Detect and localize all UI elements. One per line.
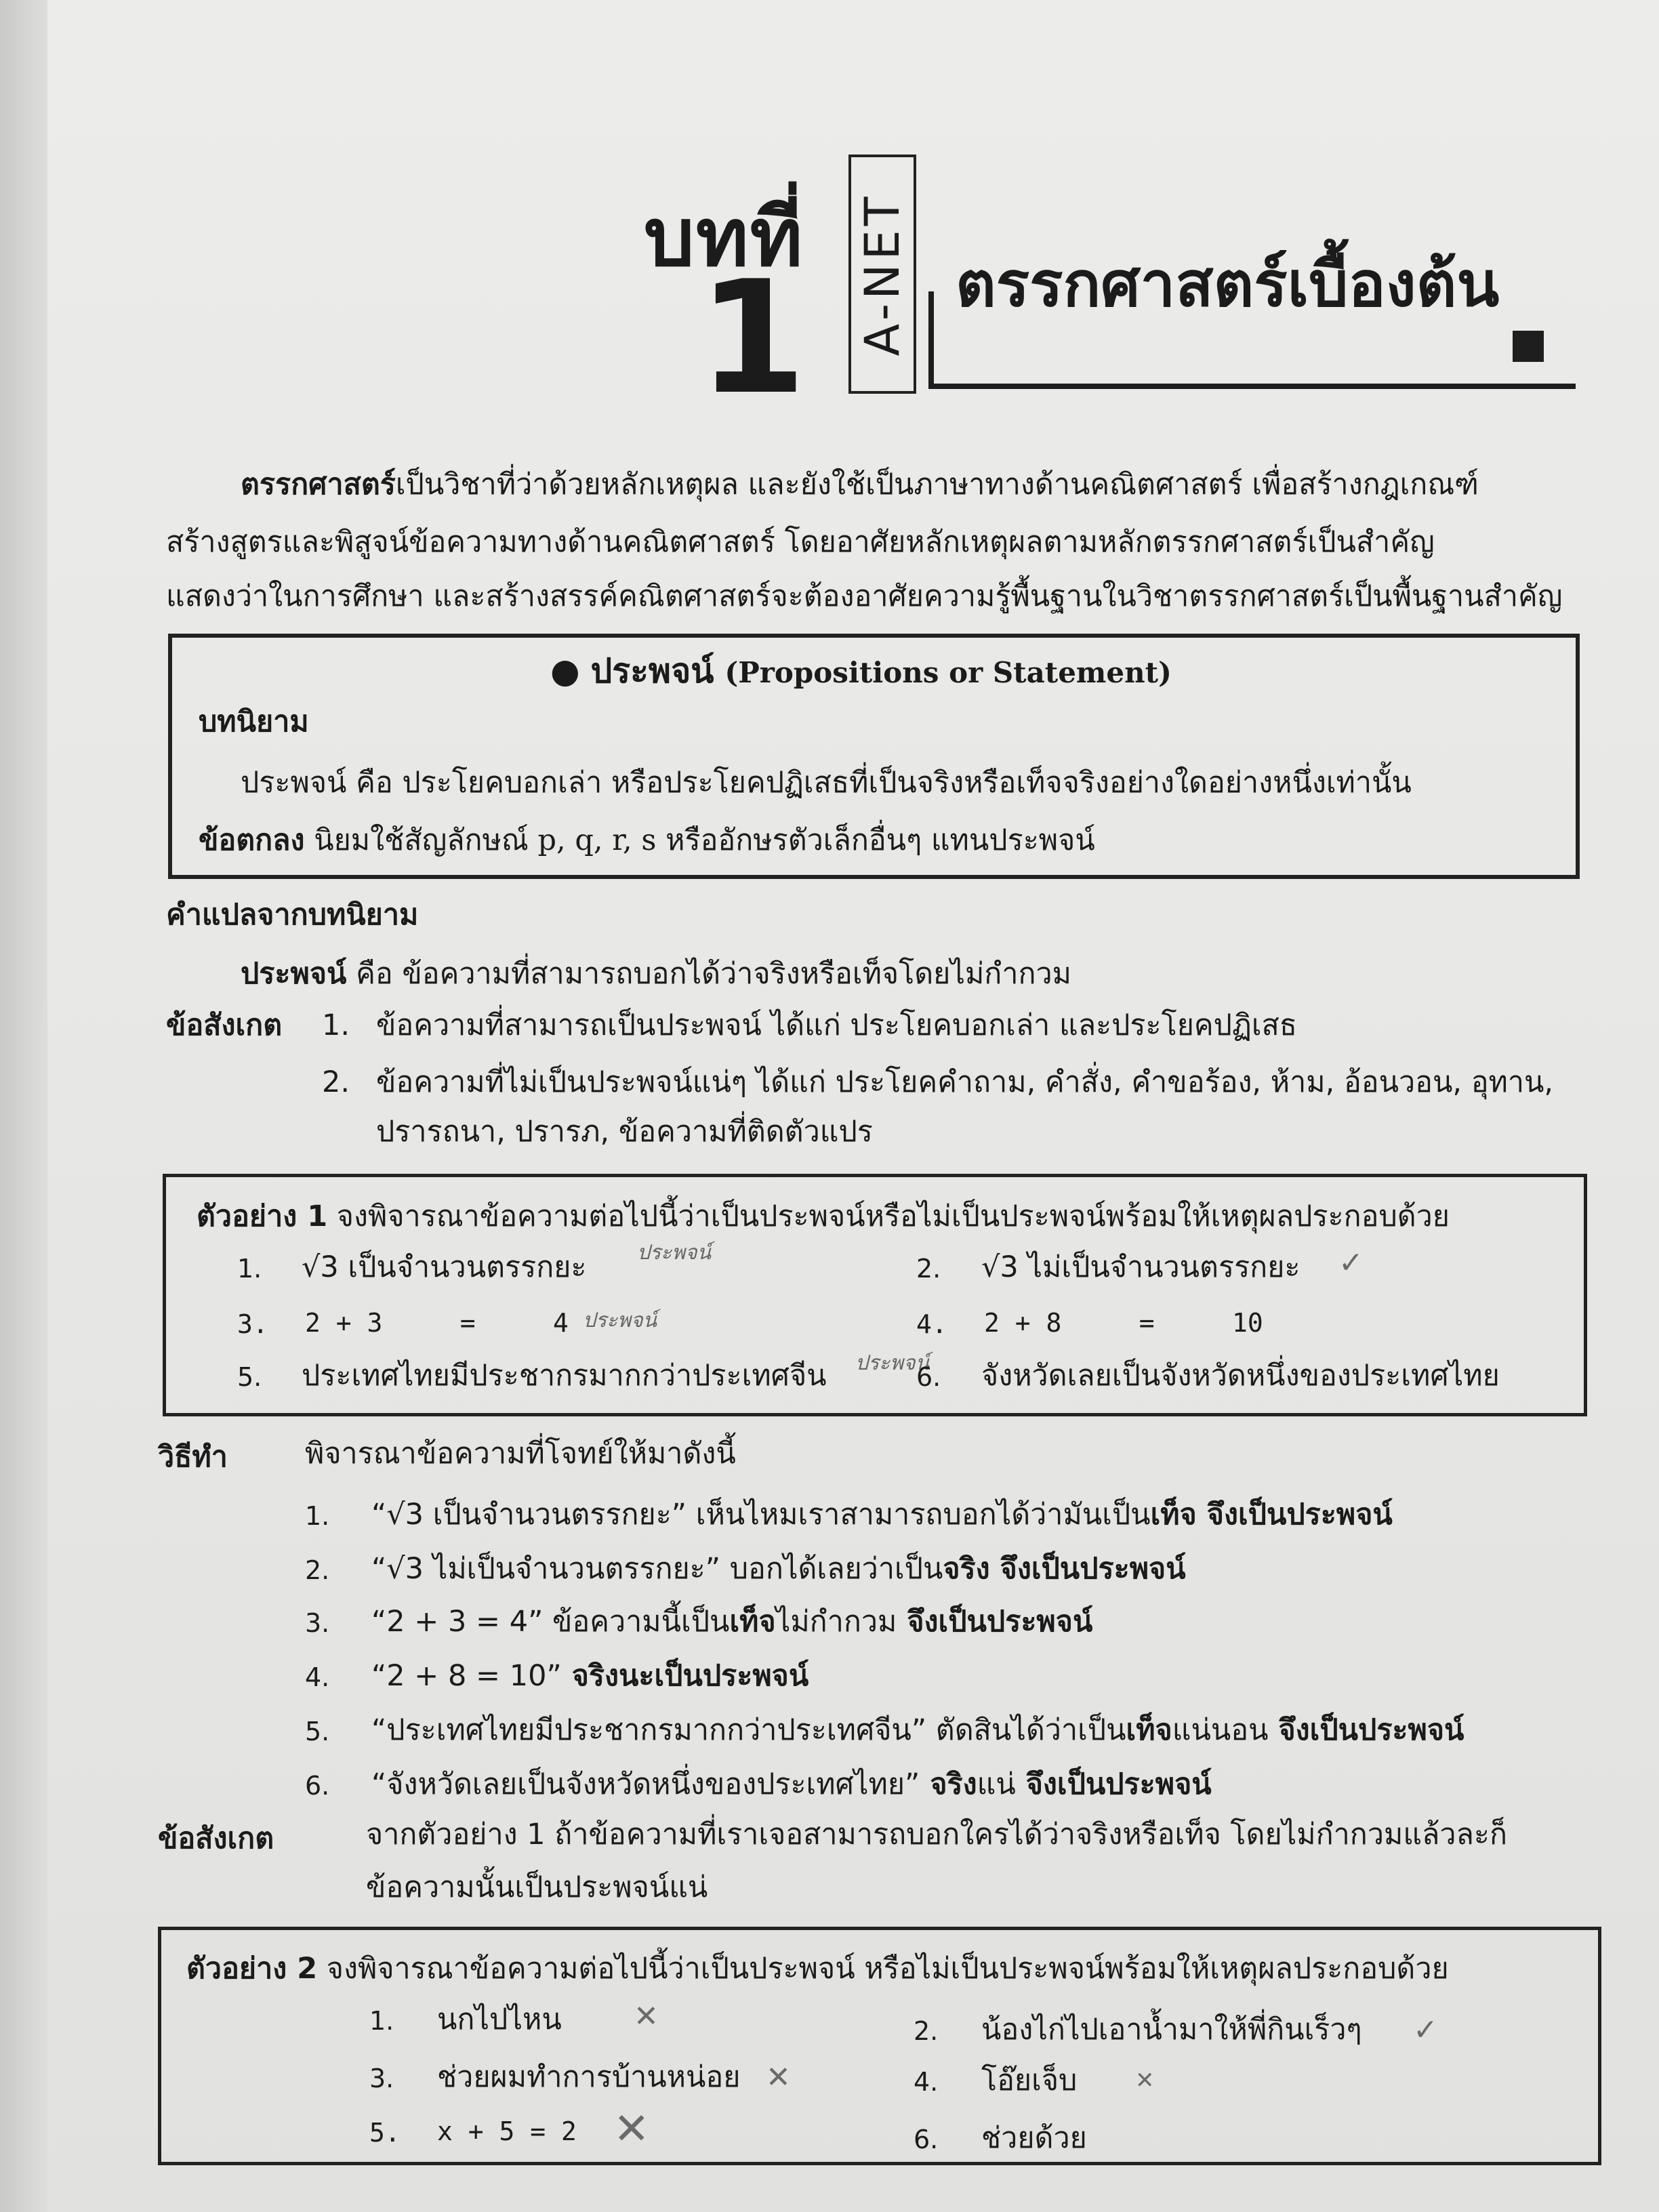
solution-item-2 [371,1552,1186,1587]
solution-item-6-mid: แน่ [977,1767,1016,1801]
observation1-text-2b: ปรารถนา, ปรารภ, ข้อความที่ติดตัวแปร [376,1115,873,1149]
example1-item-1: √3 เป็นจำนวนตรรกยะ [302,1250,587,1284]
intro-line-3: แสดงว่าในการศึกษา และสร้างสรรค์คณิตศาสตร์จะต้องอาศัยความรู้พื้นฐานในวิชาตรรกศาสตร์เป็นพื้นฐานสำคัญ [166,579,1563,613]
title-rule [928,384,1576,389]
solution-num-2: 2. [305,1555,330,1585]
check-mark-icon: ✓ [1338,1246,1364,1280]
example1-num-5: 5. [237,1362,262,1392]
example2-item-1: นกไปไหน [437,2003,562,2036]
book-spine-shadow [0,0,47,2212]
agreement-text-b: หรืออักษรตัวเล็กอื่นๆ แทนประพจน์ [665,823,1095,857]
chapter-number: 1 [698,248,807,429]
check-mark-icon: ✓ [1413,2013,1438,2047]
solution-item-6-text: “จังหวัดเลยเป็นจังหวัดหนึ่งของประเทศไทย” [371,1767,920,1801]
solution-item-1 [371,1498,1393,1533]
definition-text: ประพจน์ คือ ประโยคบอกเล่า หรือประโยคปฏิเสธที่เป็นจริงหรือเท็จจริงอย่างใดอย่างหนึ่งเท่านั้น [241,766,1412,800]
observation2-line-2: ข้อความนั้นเป็นประพจน์แน่ [366,1870,708,1904]
example2-num-4: 4. [914,2067,939,2097]
example2-prompt: จงพิจารณาข้อความต่อไปนี้ว่าเป็นประพจน์ หรือไม่เป็นประพจน์พร้อมให้เหตุผลประกอบด้วย [326,1952,1449,1986]
solution-label: วิธีทำ [158,1440,228,1474]
solution-item-5-text: “ประเทศไทยมีประชากรมากกว่าประเทศจีน” ตัดสินได้ว่าเป็น [371,1713,1126,1747]
solution-item-3-mid: ไม่กำกวม [775,1605,897,1639]
solution-intro: พิจารณาข้อความที่โจทย์ให้มาดังนี้ [305,1437,736,1471]
example1-item-5: ประเทศไทยมีประชากรมากกว่าประเทศจีน [302,1359,827,1393]
example1-item-4: 2 + 8 = 10 [984,1308,1263,1338]
example1-item-6: จังหวัดเลยเป็นจังหวัดหนึ่งของประเทศไทย [981,1359,1500,1393]
solution-num-4: 4. [305,1662,330,1692]
agreement-label: ข้อตกลง [199,823,305,857]
example2-item-3: ช่วยผมทำการบ้านหน่อย [437,2060,741,2094]
title-square-ornament [1513,331,1544,362]
example1-prompt: จงพิจารณาข้อความต่อไปนี้ว่าเป็นประพจน์หรือไม่เป็นประพจน์พร้อมให้เหตุผลประกอบด้วย [336,1200,1450,1233]
example2-item-5: x + 5 = 2 [437,2116,577,2146]
translation-term: ประพจน์ [241,957,347,991]
example1-num-1: 1. [237,1254,262,1284]
agreement-line [199,823,1095,859]
solution-item-5-bold1: เท็จ [1126,1713,1172,1747]
example2-item-6: ช่วยด้วย [981,2121,1087,2155]
observation1-num-1: 1. [322,1008,350,1042]
solution-item-3 [371,1605,1092,1640]
definition-label: บทนิยาม [199,705,309,739]
solution-num-6: 6. [305,1771,330,1801]
example1-label: ตัวอย่าง 1 [197,1200,328,1233]
intro-line-2: สร้างสูตรและพิสูจน์ข้อความทางด้านคณิตศาสตร์ โดยอาศัยหลักเหตุผลตามหลักตรรกศาสตร์เป็นสำคัญ [166,525,1435,559]
example1-num-3: 3. [237,1309,268,1339]
solution-item-2-bold2: จึงเป็นประพจน์ [989,1552,1186,1586]
title-rule-vertical [928,291,934,389]
solution-item-6-bold2: จึงเป็นประพจน์ [1015,1767,1212,1801]
observation2-label: ข้อสังเกต [158,1822,274,1856]
example2-num-2: 2. [914,2016,939,2046]
example2-num-6: 6. [914,2125,939,2154]
example2-item-2: น้องไก่ไปเอาน้ำมาให้พี่กินเร็วๆ [981,2013,1362,2047]
definition-heading [550,651,1172,691]
anet-badge [848,155,916,394]
solution-item-4 [371,1659,808,1694]
agreement-symbols: p, q, r, s [537,823,657,857]
intro-lead: ตรรกศาสตร์ [241,468,396,501]
solution-item-5-mid: แน่นอน [1172,1713,1269,1747]
cross-mark-icon: ✕ [634,1999,659,2034]
handwritten-note-3: ประพจน์ [855,1351,930,1375]
observation1-text-2: ข้อความที่ไม่เป็นประพจน์แน่ๆ ได้แก่ ประโยคคำถาม, คำสั่ง, คำขอร้อง, ห้าม, อ้อนวอน, อุทาน, [376,1065,1554,1099]
observation1-label: ข้อสังเกต [166,1008,283,1042]
solution-item-4-text: “2 + 8 = 10” [371,1659,562,1693]
intro-line-1 [241,468,1479,503]
solution-num-1: 1. [305,1501,330,1531]
example2-label: ตัวอย่าง 2 [186,1952,318,1986]
agreement-text-a: นิยมใช้สัญลักษณ์ [314,823,529,857]
chapter-word: บทที่ [644,190,804,284]
translation-text: คือ ข้อความที่สามารถบอกได้ว่าจริงหรือเท็จโดยไม่กำกวม [356,957,1072,991]
example2-num-3: 3. [369,2064,394,2093]
bullet-dot: ● [550,651,591,691]
translation-line [241,957,1071,992]
solution-item-1-bold2: จึงเป็นประพจน์ [1196,1498,1393,1532]
solution-item-6-bold1: จริง [920,1767,977,1801]
solution-item-2-text: “√3 ไม่เป็นจำนวนตรรกยะ” บอกได้เลยว่าเป็น [371,1552,943,1586]
example2-header [186,1952,1449,1987]
solution-item-3-bold2: จึงเป็นประพจน์ [897,1605,1093,1639]
observation2-line-1: จากตัวอย่าง 1 ถ้าข้อความที่เราเจอสามารถบอกใครได้ว่าจริงหรือเท็จ โดยไม่กำกวมแล้วละก็ [366,1818,1508,1851]
solution-item-3-bold1: เท็จ [729,1605,776,1639]
translation-heading: คำแปลจากบทนิยาม [166,898,419,932]
definition-heading-thai: ประพจน์ [590,651,714,691]
intro-line-1-text: เป็นวิชาที่ว่าด้วยหลักเหตุผล และยังใช้เป็นภาษาทางด้านคณิตศาสตร์ เพื่อสร้างกฎเกณฑ์ [395,468,1479,501]
solution-item-5 [371,1713,1464,1748]
example1-header [197,1200,1450,1235]
solution-item-1-bold1: เท็จ [1150,1498,1197,1532]
cross-mark-icon: ✕ [613,2104,650,2154]
solution-num-3: 3. [305,1608,330,1638]
solution-item-6 [371,1767,1212,1803]
example1-num-4: 4. [916,1309,947,1339]
example1-num-6: 6. [916,1362,941,1392]
anet-badge-text: A-NET [855,192,910,356]
observation1-text-1: ข้อความที่สามารถเป็นประพจน์ ได้แก่ ประโยคบอกเล่า และประโยคปฏิเสธ [376,1008,1298,1042]
cross-mark-icon: ✕ [766,2060,791,2095]
solution-item-1-text: “√3 เป็นจำนวนตรรกยะ” เห็นไหมเราสามารถบอกได้ว่ามันเป็น [371,1498,1151,1532]
solution-item-5-bold2: จึงเป็นประพจน์ [1268,1713,1465,1747]
handwritten-note-2: ประพจน์ [583,1309,657,1332]
example2-item-4: โอ๊ยเจ็บ [981,2064,1078,2097]
solution-item-2-bold1: จริง [943,1552,990,1586]
solution-item-3-text: “2 + 3 = 4” ข้อความนี้เป็น [371,1605,730,1639]
example1-num-2: 2. [916,1254,941,1284]
example1-item-3: 2 + 3 = 4 [305,1308,569,1338]
example2-num-1: 1. [369,2006,394,2036]
solution-num-5: 5. [305,1717,330,1746]
example1-item-2: √3 ไม่เป็นจำนวนตรรกยะ [981,1250,1300,1284]
example2-num-5: 5. [369,2118,401,2148]
cross-mark-icon: ✕ [1135,2067,1155,2094]
definition-heading-en: (Propositions or Statement) [724,656,1172,689]
observation1-num-2: 2. [322,1065,350,1099]
solution-item-4-bold1: จริงนะเป็นประพจน์ [561,1659,809,1693]
handwritten-note-1: ประพจน์ [637,1241,712,1265]
chapter-title: ตรรกศาสตร์เบื้องต้น [956,248,1500,321]
